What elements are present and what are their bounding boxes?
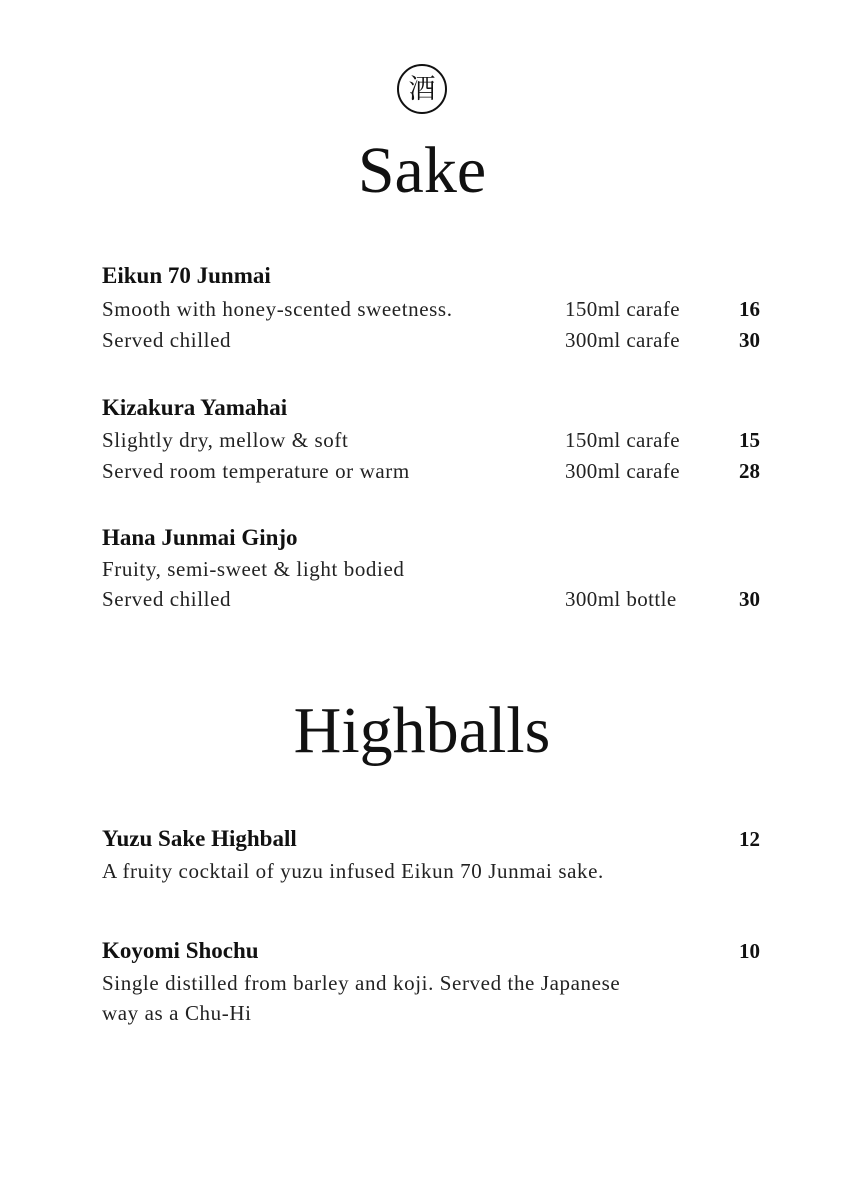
serving-size: 150ml carafe [565,297,680,321]
menu-item-price: 16 [739,297,760,321]
sake-section-title: Sake [357,134,487,207]
menu-item-price: 12 [739,827,760,851]
menu-item-description: A fruity cocktail of yuzu infused Eikun 70 Junmai sake. [102,859,604,883]
menu-item-price: 10 [739,939,760,963]
menu-item-description: Fruity, semi-sweet & light bodied [102,557,405,581]
serving-size: 150ml carafe [565,428,680,452]
menu-item-name: Kizakura Yamahai [102,395,288,420]
menu-item-name: Koyomi Shochu [102,938,259,963]
sake-kanji-icon: 酒 [397,64,447,114]
menu-item-description: way as a Chu-Hi [102,1001,252,1025]
menu-item-name: Eikun 70 Junmai [102,263,271,288]
menu-item-price: 30 [739,587,760,611]
serving-note: Served chilled [102,328,232,352]
highballs-section-title: Highballs [293,694,551,767]
serving-size: 300ml carafe [565,328,680,352]
serving-size: 300ml carafe [565,459,680,483]
menu-item-name: Yuzu Sake Highball [102,826,297,851]
menu-item-description: Slightly dry, mellow & soft [102,428,349,452]
menu-item-description: Smooth with honey-scented sweetness. [102,297,453,321]
menu-item-price: 28 [739,459,760,483]
menu-item-price: 30 [739,328,760,352]
serving-note: Served room temperature or warm [102,459,410,483]
serving-size: 300ml bottle [565,587,677,611]
menu-item-price: 15 [739,428,760,452]
menu-item-description: Single distilled from barley and koji. Served the Japanese [102,971,621,995]
menu-item-name: Hana Junmai Ginjo [102,525,298,550]
serving-note: Served chilled [102,587,232,611]
